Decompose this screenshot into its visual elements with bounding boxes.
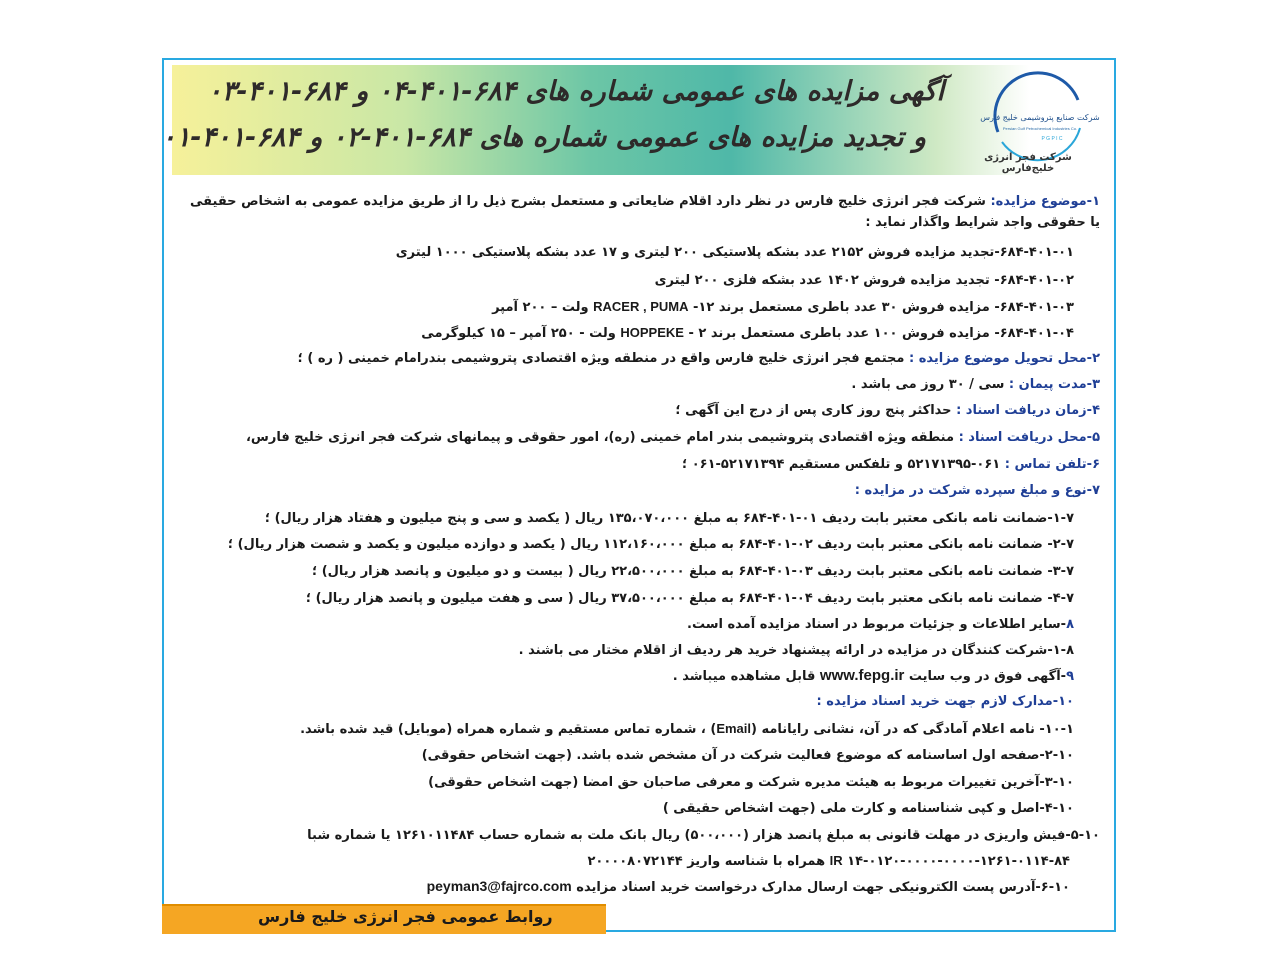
doc-1 [300,719,1074,740]
doc-1-text-end: ) ، شماره تماس مستقیم و شماره همراه (موبایل) قید شده باشد. [300,722,717,737]
section-7-heading-text: ۷-نوع و مبلغ سپرده شرکت در مزایده : [854,483,1100,498]
iban-prefix: IR [829,853,843,868]
section-1 [190,192,1100,212]
section-3 [851,375,1100,395]
item-01: ۶۸۴-۴۰۱-۰۱-تجدید مزایده فروش ۲۱۵۲ عدد بشکه پلاستیکی ۲۰۰ لیتری و ۱۷ عدد بشکه پلاستیکی ۱۰۰۰ لیتری [395,245,1074,260]
item-03 [492,297,1074,318]
doc-3: ۳-۱۰-آخرین تغییرات مربوط به هیئت مدیره شرکت و معرفی صاحبان حق امضا (جهت اشخاص حقوقی) [428,775,1074,790]
doc-5: ۵-۱۰-فیش واریزی در مهلت قانونی به مبلغ پانصد هزار (۵۰۰،۰۰۰) ریال بانک ملت به شماره حساب ۱۲۶۱۰۱۱۴۸۴ یا شماره شبا [307,828,1100,843]
section-8-heading: ۸ [1066,617,1074,632]
section-2-heading: ۲-محل تحویل موضوع مزایده : [909,351,1100,366]
notice-title-line2: و تجدید مزایده های عمومی شماره های ۶۸۴-۴۰۱-۰۲ و ۶۸۴-۴۰۱-۰۱ [161,122,926,153]
section-8 [687,615,1074,635]
item-02: ۶۸۴-۴۰۱-۰۲- تجدید مزایده فروش ۱۴۰۲ عدد بشکه فلزی ۲۰۰ لیتری [654,273,1074,288]
doc-5-account-text: ۱۴-۰۱۲۰-۰۰۰۰-۰۰۰۰-۱۲۶۱-۰۱۱۴-۸۴ همراه با شناسه واریز ۲۰۰۰۰۸۰۷۲۱۴۴ [587,854,1070,869]
section-9-text-end: قابل مشاهده میباشد . [672,669,816,684]
doc-2: ۲-۱۰-صفحه اول اساسنامه که موضوع فعالیت شرکت در آن مشخص شده باشد. (جهت اشخاص حقوقی) [421,748,1074,763]
doc-6-text: ۶-۱۰-آدرس پست الکترونیکی جهت ارسال مدارک درخواست خرید اسناد مزایده [576,880,1070,895]
logo-en-text: Persian Gulf Petrochemical Industries Co. [1002,126,1078,131]
contact-email[interactable]: peyman3@fajrco.com [426,878,572,894]
section-5-heading: ۵-محل دریافت اسناد : [958,430,1100,445]
section-1-text-cont: یا حقوقی واجد شرایط واگذار نماید : [865,215,1100,230]
section-1-heading: ۱-موضوع مزایده: [990,194,1100,209]
section-4 [675,401,1100,421]
guarantee-2: ۲-۷- ضمانت نامه بانکی معتبر بابت ردیف ۰۲-۴۰۱-۶۸۴ به مبلغ ۱۱۲،۱۶۰،۰۰۰ ریال ( یکصد و دوازده میلیون و یکصد و شصت هزار ریال) ؛ [227,537,1074,552]
item-04-spec: - ۲ ولت - ۲۵۰ آمپر – ۱۵ کیلوگرمی [421,326,707,341]
section-5-text: منطقه ویژه اقتصادی پتروشیمی بندر امام خمینی (ره)، امور حقوقی و پیمانهای شرکت فجر انرژی خلیج فارس، [245,430,959,445]
section-8-1: ۱-۸-شرکت کنندگان در مزایده در ارائه پیشنهاد خرید هر ردیف از اقلام مختار می باشند . [518,643,1074,658]
footer-signature: روابط عمومی فجر انرژی خلیج فارس [258,907,553,926]
item-03-spec: -۱۲ ولت – ۲۰۰ آمپر [492,300,715,315]
section-10-heading-text: ۱۰-مدارک لازم جهت خرید اسناد مزایده : [816,694,1074,709]
doc-1-email-word: Email [716,721,751,736]
section-6-heading: ۶-تلفن تماس : [1004,457,1100,472]
item-03-text: ۶۸۴-۴۰۱-۰۳- مزایده فروش ۳۰ عدد باطری مستعمل برند [718,300,1074,315]
website-link[interactable]: www.fepg.ir [819,667,905,684]
section-2 [298,349,1100,369]
section-4-text: حداکثر پنج روز کاری پس از درج این آگهی ؛ [675,403,957,418]
doc-6 [427,876,1070,898]
item-04-text: ۶۸۴-۴۰۱-۰۴- مزایده فروش ۱۰۰ عدد باطری مستعمل برند [710,326,1074,341]
doc-5-account [587,851,1070,872]
section-7-heading [855,481,1100,501]
guarantee-4: ۴-۷- ضمانت نامه بانکی معتبر بابت ردیف ۰۴-۴۰۱-۶۸۴ به مبلغ ۳۷،۵۰۰،۰۰۰ ریال ( سی و هفت میلیون و پانصد هزار ریال) ؛ [305,591,1074,606]
section-4-heading: ۴-زمان دریافت اسناد : [956,403,1100,418]
guarantee-1: ۱-۷-ضمانت نامه بانکی معتبر بابت ردیف ۰۱-۴۰۱-۶۸۴ به مبلغ ۱۳۵،۰۷۰،۰۰۰ ریال ( یکصد و سی و پنج میلیون و هفتاد هزار ریال) ؛ [264,511,1074,526]
logo-abbr-text: P G P I C [1041,136,1063,142]
guarantee-3: ۳-۷- ضمانت نامه بانکی معتبر بابت ردیف ۰۳-۴۰۱-۶۸۴ به مبلغ ۲۲،۵۰۰،۰۰۰ ریال ( بیست و دو میلیون و پانصد هزار ریال) ؛ [311,564,1074,579]
section-2-text: مجتمع فجر انرژی خلیج فارس واقع در منطقه ویژه اقتصادی پتروشیمی بندرامام خمینی ( ره ) ؛ [297,351,909,366]
section-5 [246,428,1100,448]
doc-1-text: ۱۰-۱- نامه اعلام آمادگی که در آن، نشانی رایانامه ( [751,722,1074,737]
section-1-text: شرکت فجر انرژی خلیج فارس در نظر دارد اقلام ضایعاتی و مستعمل بشرح ذیل را از طریق مزایده عمومی به اشخاص حقیقی [190,194,991,209]
notice-title-line1: آگهی مزایده های عمومی شماره های ۶۸۴-۴۰۱-۰۴ و ۶۸۴-۴۰۱-۰۳ [207,76,944,107]
item-03-brand: RACER , PUMA [593,299,689,314]
section-8-text: -سایر اطلاعات و جزئیات مربوط در اسناد مزایده آمده است. [687,617,1067,632]
section-9-heading: ۹ [1066,669,1074,684]
section-6-text: ۰۶۱-۵۲۱۷۱۳۹۵ و تلفکس مستقیم ۵۲۱۷۱۳۹۴-۰۶۱ ؛ [681,457,1005,472]
section-10-heading [817,692,1074,712]
doc-4: ۴-۱۰-اصل و کپی شناسنامه و کارت ملی (جهت اشخاص حقیقی ) [662,801,1074,816]
section-3-heading: ۳-مدت پیمان : [1008,377,1100,392]
section-6 [682,455,1100,475]
section-9-text: -آگهی فوق در وب سایت [908,669,1067,684]
section-9 [673,666,1074,687]
logo-script-text: شرکت صنایع پتروشیمی خلیج فارس [980,113,1100,122]
item-04-brand: HOPPEKE [620,325,684,340]
item-04 [421,323,1074,344]
section-3-text: سی / ۳۰ روز می باشد . [851,377,1009,392]
logo-caption: شرکت فجر انرژی خلیج‌فارس [984,152,1072,174]
